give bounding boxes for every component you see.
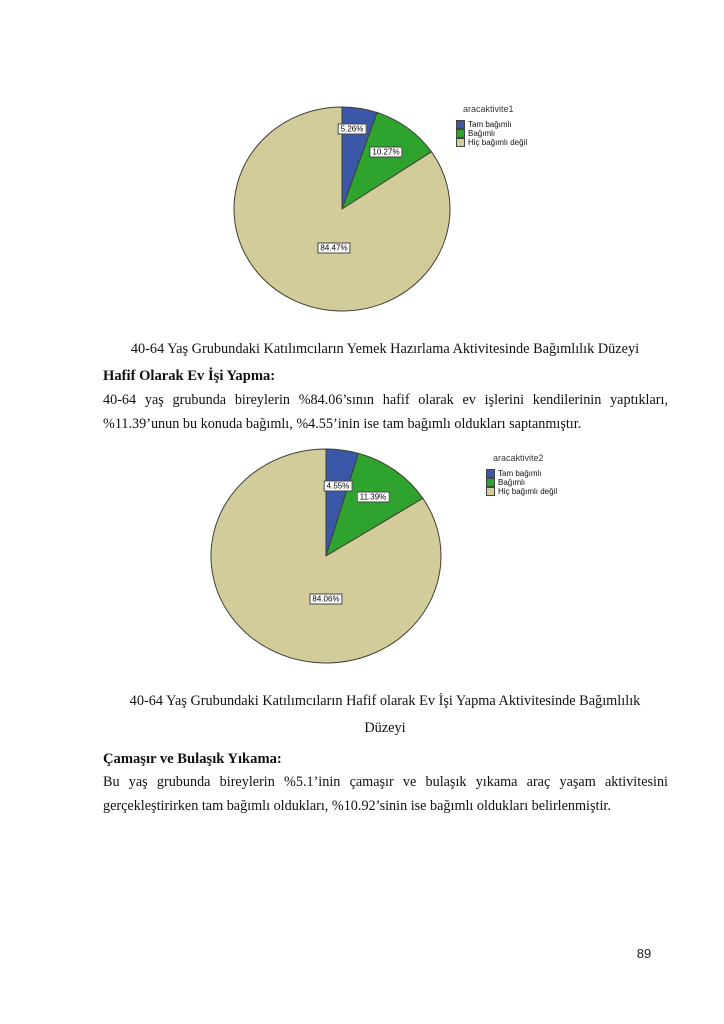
paragraph-line: gerçekleştirirken tam bağımlı oldukları, %10.92’sinin ise bağımlı oldukları belirlenmiştir. [103,797,611,814]
paragraph-line: %11.39’unun bu konuda bağımlı, %4.55’inin ise tam bağımlı oldukları saptanmıştır. [103,415,582,432]
pie-slice-label: 4.55% [324,481,353,492]
pie-chart-figure-2 [205,443,635,677]
pie-slice-label: 5.26% [338,124,367,135]
legend-items [456,120,527,147]
legend-title: aracaktivite1 [463,104,514,114]
section-paragraph-2 [103,771,668,818]
legend-title: aracaktivite2 [493,453,544,463]
legend-swatch-icon [486,487,495,496]
legend-swatch-icon [456,120,465,129]
legend-item [486,469,557,478]
section-paragraph-1 [103,389,668,436]
caption-line: 40-64 Yaş Grubundaki Katılımcıların Hafif olarak Ev İşi Yapma Aktivitesinde Bağımlılık [129,693,641,709]
legend-item-label: Bağımlı [498,478,526,487]
pie-chart-figure-1 [225,95,635,327]
figure-caption-2 [95,688,675,742]
chart-legend-1 [456,104,527,147]
pie-slice-label: 84.06% [309,594,342,605]
paragraph-line: 40-64 yaş grubunda bireylerin %84.06’sının hafif olarak ev işlerini kendilerinin yaptıkları, [103,392,668,408]
legend-item-label: Tam bağımlı [468,120,512,129]
figure-caption-1: 40-64 Yaş Grubundaki Katılımcıların Yemek Hazırlama Aktivitesinde Bağımlılık Düzeyi [130,341,640,357]
legend-items [486,469,557,496]
pie-slice-label: 11.39% [357,492,390,503]
paragraph-line: Bu yaş grubunda bireylerin %5.1’inin çamaşır ve bulaşık yıkama araç yaşam aktivitesini [103,774,668,790]
legend-item [456,120,527,129]
pie-figure-2 [205,443,635,677]
legend-item-label: Hiç bağımlı değil [468,138,528,147]
section-heading-2: Çamaşır ve Bulaşık Yıkama: [103,751,282,767]
pie-slice-label: 84.47% [317,243,350,254]
page-number: 89 [636,946,652,961]
pie-slice-label: 10.27% [369,147,402,158]
legend-item-label: Bağımlı [468,129,496,138]
legend-item [456,129,527,138]
legend-item [486,487,557,496]
legend-item-label: Tam bağımlı [498,469,542,478]
legend-item [456,138,527,147]
chart-legend-2 [486,453,557,496]
legend-swatch-icon [456,129,465,138]
legend-swatch-icon [486,469,495,478]
section-heading-1: Hafif Olarak Ev İşi Yapma: [103,368,276,384]
caption-line: Düzeyi [364,720,406,736]
legend-item-label: Hiç bağımlı değil [498,487,558,496]
legend-swatch-icon [486,478,495,487]
legend-item [486,478,557,487]
legend-swatch-icon [456,138,465,147]
pie-figure-1 [225,95,635,327]
